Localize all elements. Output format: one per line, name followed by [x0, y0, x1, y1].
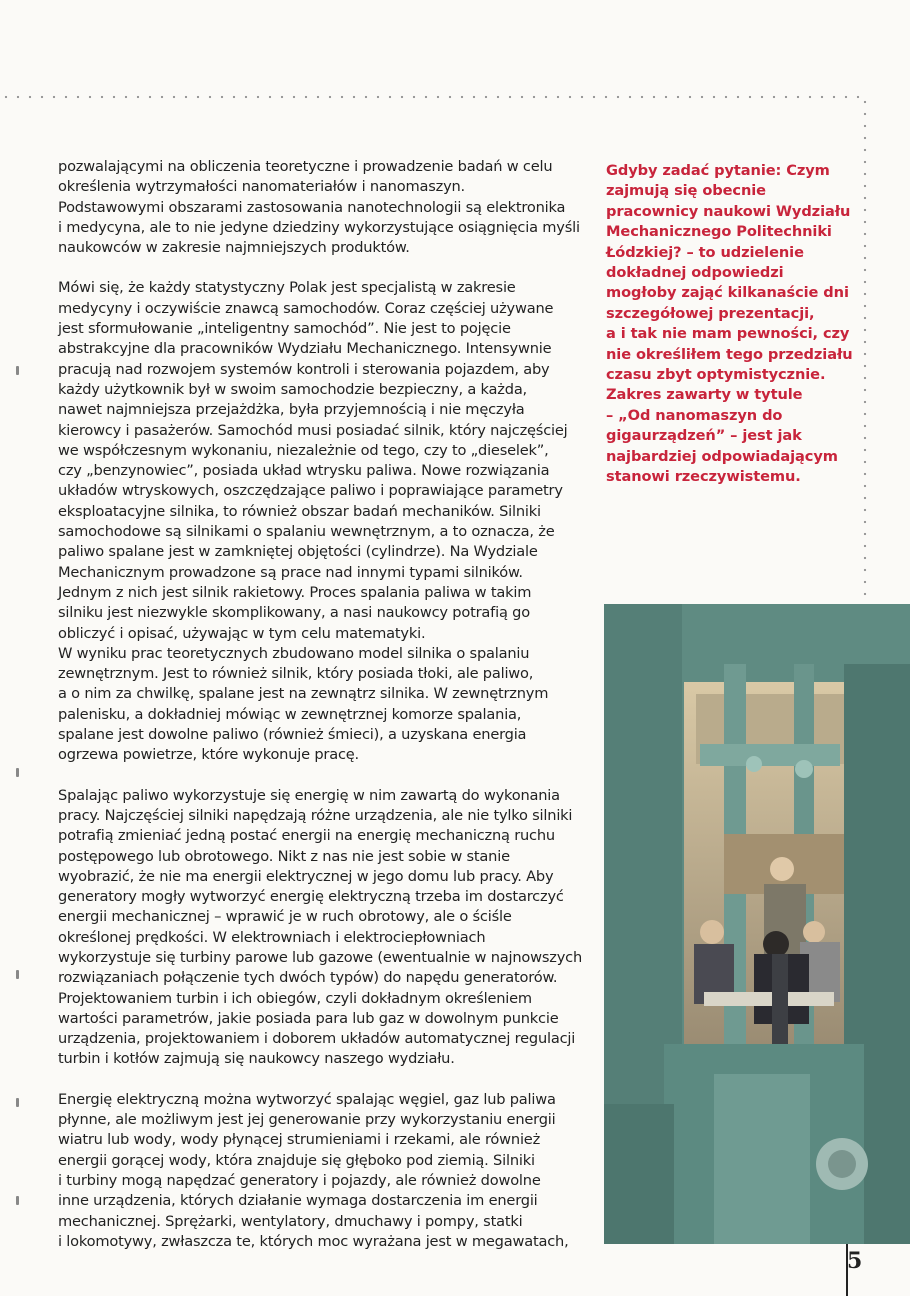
margin-mark — [16, 970, 19, 979]
dotted-rule-right — [860, 96, 870, 596]
paragraph: pozwalającymi na obliczenia teoretyczne i prowadzenie badań w celu określenia wytrzymałości nanomateriałów i nanomaszyn. Podstawowymi obszarami zastosowania nanotechnologii są elektronika i medycyna, ale to nie jedyne dziedziny wykorzystujące osiągnięcia myśli naukowców w zakresie najmniejszych produktów. — [58, 158, 580, 257]
margin-mark — [16, 1196, 19, 1205]
margin-mark — [16, 366, 19, 375]
article-body — [58, 157, 588, 1272]
pull-quote: Gdyby zadać pytanie: Czym zajmują się obecnie pracownicy naukowi Wydziału Mechanicznego Politechniki Łódzkiej? – to udzielenie dokładnej odpowiedzi mogłoby zająć kilkanaście dni szczegółowej prezentacji, a i tak nie mam pewności, czy nie określiłem tego przedziału czasu zbyt optymistycznie. Zakres zawarty w tytule – „Od nanomaszyn do gigaurządzeń” – jest jak najbardziej odpowiadającym stanowi rzeczywistemu. — [606, 162, 853, 486]
paragraph: Energię elektryczną można wytworzyć spalając węgiel, gaz lub paliwa płynne, ale możliwym jest jej generowanie przy wykorzystaniu energii wiatru lub wody, wody płynącej strumieniami i rzekami, ale również energii gorącej wody, która znajduje się głęboko pod ziemią. Silniki i turbiny mogą napędzać generatory i pojazdy, ale również dowolne inne urządzenia, których działanie wymaga dostarczenia im energii mechanicznej. Sprężarki, wentylatory, dmuchawy i pompy, statki i lokomotywy, zwłaszcza te, których moc wyrażana jest w megawatach, — [58, 1090, 569, 1250]
laboratory-photo — [604, 604, 910, 1244]
margin-mark — [16, 768, 19, 777]
paragraph: Mówi się, że każdy statystyczny Polak jest specjalistą w zakresie medycyny i oczywiście znawcą samochodów. Coraz częściej używane jest sformułowanie „inteligentny samochód”. Nie jest to pojęcie abstrakcyjne dla pracowników Wydziału Mechanicznego. Intensywnie pracują nad rozwojem systemów kontroli i sterowania pojazdem, aby każdy użytkownik był w swoim samochodzie bezpieczny, a każda, nawet najmniejsza przejażdżka, była przyjemnością i nie męczyła kierowcy i pasażerów. Samochód musi posiadać silnik, który najczęściej we współczesnym wykonaniu, niezależnie od tego, czy to „dieselek”, czy „benzynowiec”, posiada układ wtrysku paliwa. Nowe rozwiązania układów wtryskowych, oszczędzające paliwo i poprawiające parametry eksploatacyjne silnika, to również obszar badań mechaników. Silniki samochodowe są silnikami o spalaniu wewnętrznym, a to oznacza, że paliwo spalane jest w zamkniętej objętości (cylindrze). Na Wydziale Mechanicznym prowadzone są prace nad innymi typami silników. Jednym z nich jest silnik rakietowy. Proces spalania paliwa w takim silniku jest niezwykle skomplikowany, a nasi naukowcy potrafią go obliczyć i opisać, używając w tym celu matematyki. — [58, 279, 568, 642]
paragraph: Spalając paliwo wykorzystuje się energię w nim zawartą do wykonania pracy. Najczęściej silniki napędzają różne urządzenia, ale nie tylko silniki potrafią zmieniać jedną postać energii na energię mechaniczną ruchu postępowego lub obrotowego. Nikt z nas nie jest sobie w stanie wyobrazić, że nie ma energii elektrycznej w jego domu lub pracy. Aby generatory mogły wytworzyć energię elektryczną trzeba im dostarczyć energii mechanicznej – wprawić je w ruch obrotowy, ale o ściśle określonej prędkości. W elektrowniach i elektrociepłowniach wykorzystuje się turbiny parowe lub gazowe (ewentualnie w najnowszych rozwiązaniach połączenie tych dwóch typów) do napędu generatorów. Projektowaniem turbin i ich obiegów, czyli dokładnym określeniem wartości parametrów, jakie posiada para lub gaz w dowolnym punkcie urządzenia, projektowaniem i doborem układów automatycznej regulacji turbin i kotłów zajmują się naukowcy naszego wydziału. — [58, 786, 583, 1068]
margin-mark — [16, 1098, 19, 1107]
laboratory-photo-illustration — [604, 604, 910, 1244]
dotted-rule-top — [0, 92, 866, 102]
page-number: 5 — [847, 1248, 863, 1274]
paragraph: W wyniku prac teoretycznych zbudowano model silnika o spalaniu zewnętrznym. Jest to również silnik, który posiada tłoki, ale paliwo, a o nim za chwilkę, spalane jest na zewnątrz silnika. W zewnętrznym palenisku, a dokładniej mówiąc w zewnętrznej komorze spalania, spalane jest dowolne paliwo (również śmieci), a uzyskana energia ogrzewa powietrze, które wykonuje pracę. — [58, 644, 549, 764]
